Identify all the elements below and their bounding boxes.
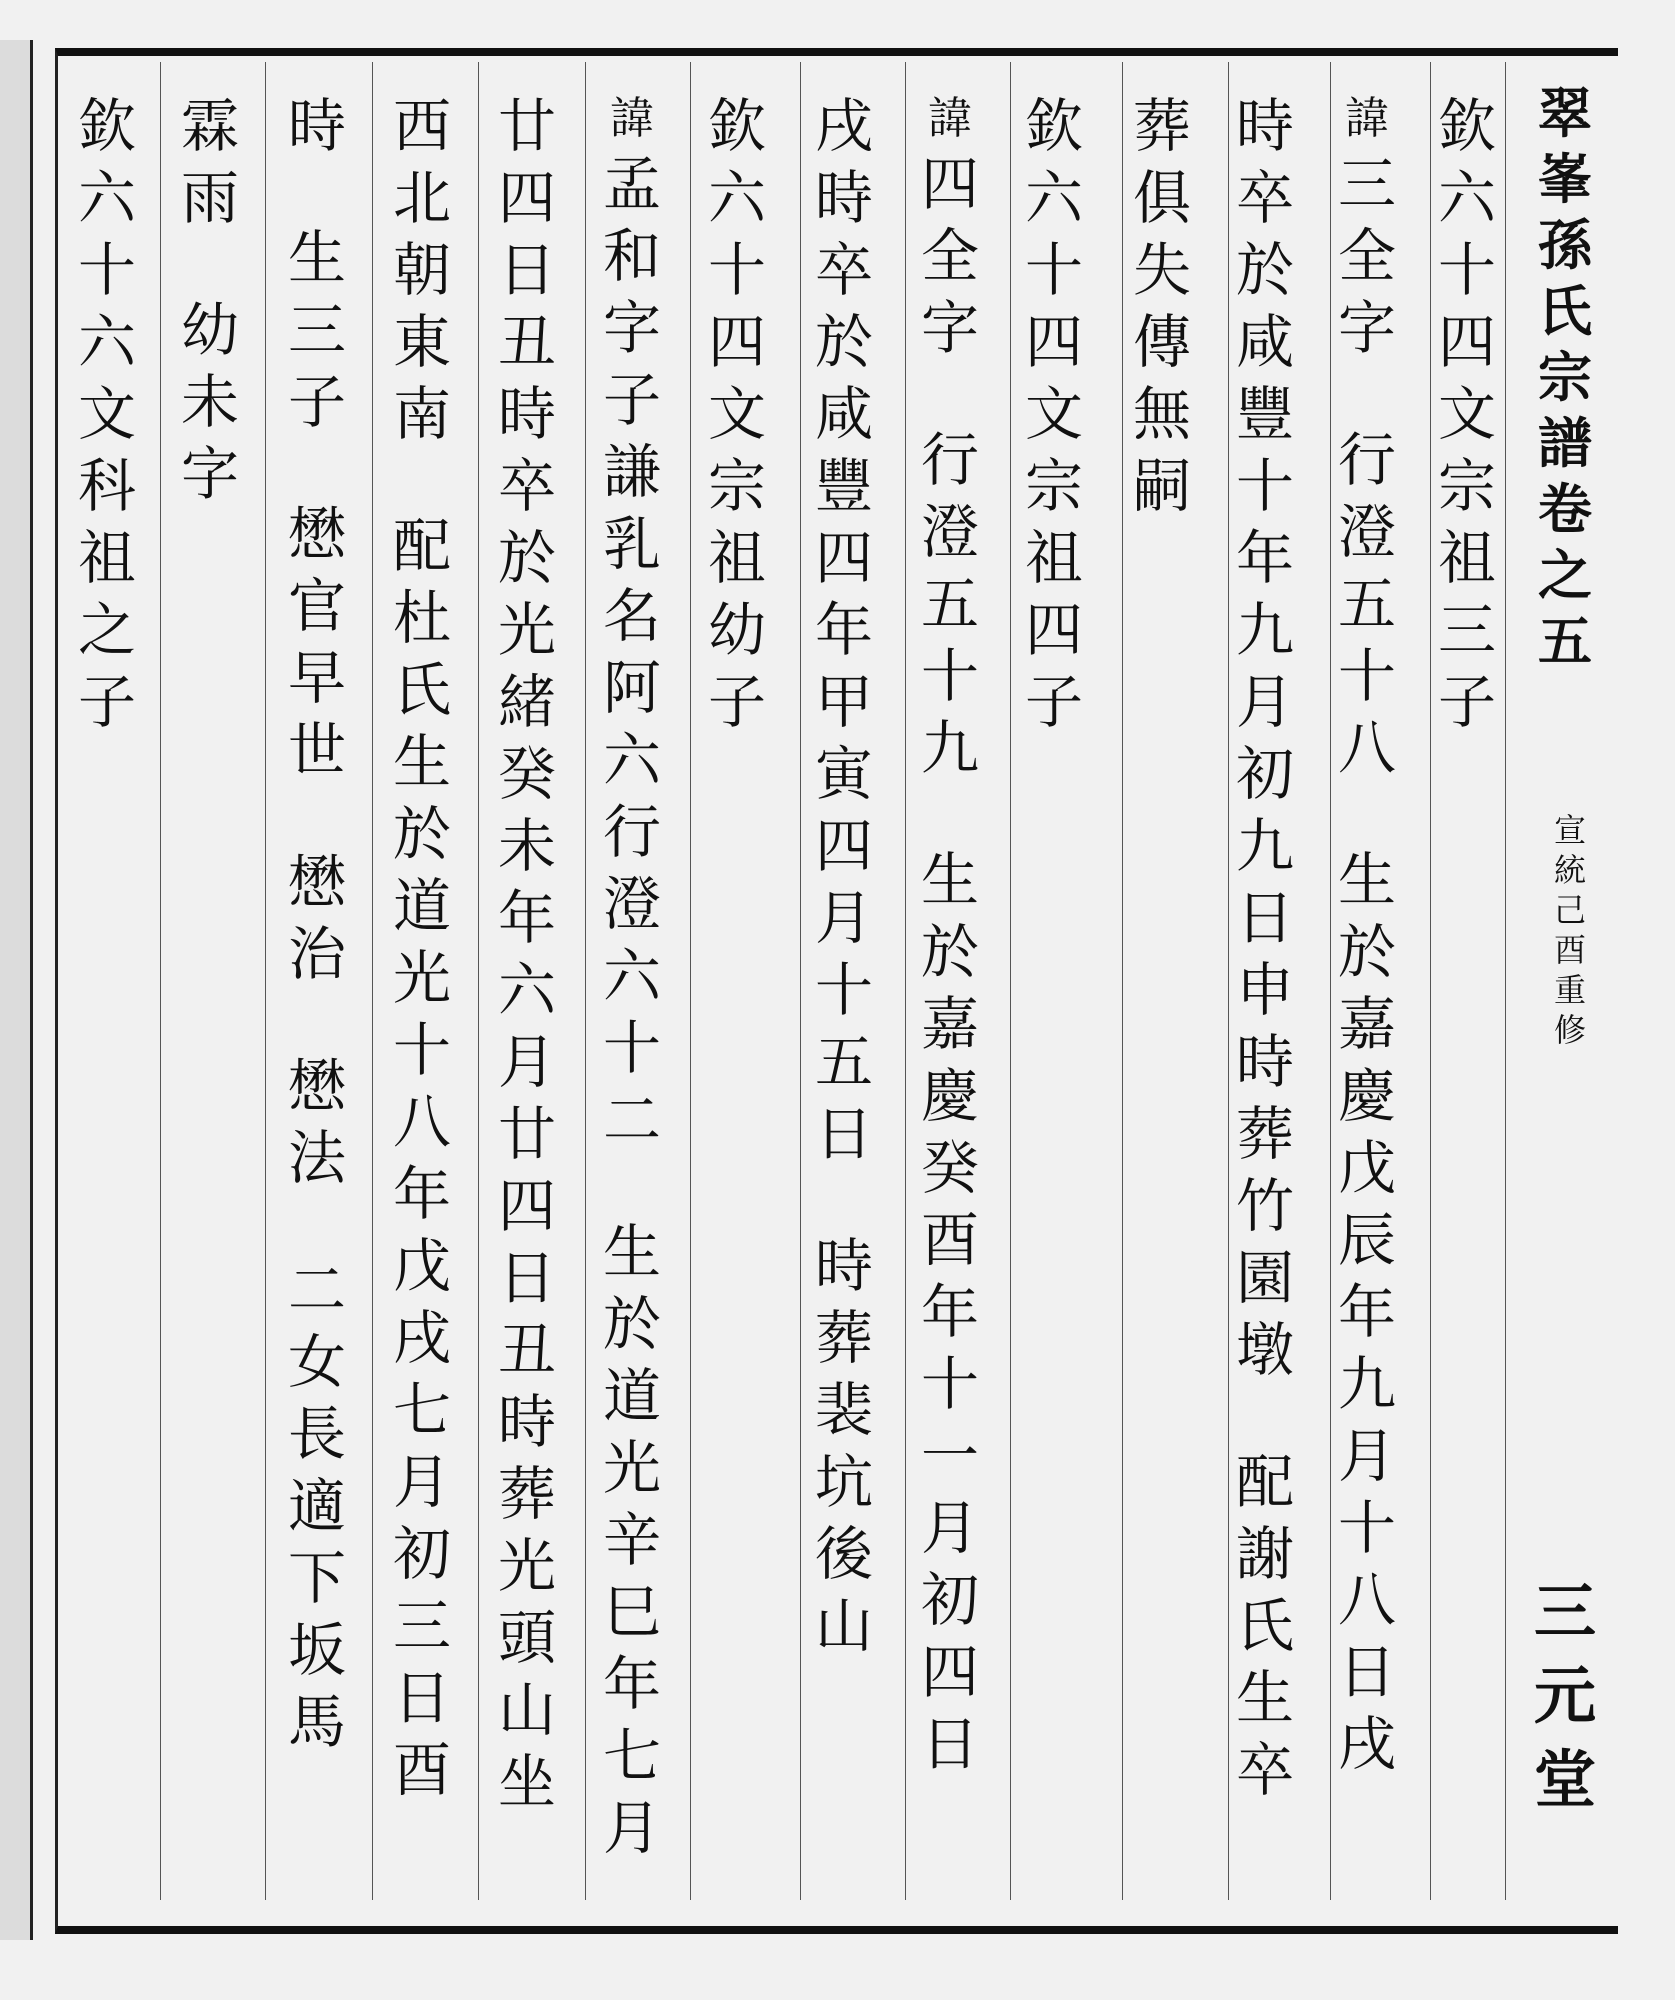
column-rule	[905, 62, 906, 1900]
glyph: 元	[1533, 1659, 1596, 1732]
column-rule	[265, 62, 266, 1900]
glyph: 咸	[1235, 308, 1294, 376]
glyph: 後	[814, 1520, 873, 1588]
glyph: 女	[287, 1328, 346, 1396]
glyph: 日	[1337, 1638, 1396, 1706]
text-column	[390, 90, 454, 1806]
text-column	[1233, 90, 1297, 1806]
glyph: 科	[77, 452, 136, 520]
glyph: 祖	[77, 524, 136, 592]
glyph: 日	[392, 1664, 451, 1732]
glyph: 北	[392, 164, 451, 232]
glyph: 酉	[1553, 931, 1586, 969]
glyph: 五	[920, 570, 979, 638]
glyph: 嘉	[1337, 990, 1396, 1058]
glyph: 文	[1024, 380, 1083, 448]
glyph: 謝	[1235, 1520, 1294, 1588]
glyph: 生	[287, 224, 346, 292]
glyph: 九	[1235, 812, 1294, 880]
glyph: 東	[392, 308, 451, 376]
glyph: 子	[602, 366, 661, 434]
glyph: 年	[1337, 1278, 1396, 1346]
glyph: 日	[497, 236, 556, 304]
glyph: 日	[1235, 884, 1294, 952]
glyph: 六	[1024, 164, 1083, 232]
glyph: 之	[77, 596, 136, 664]
glyph: 月	[1235, 668, 1294, 736]
glyph: 欽	[77, 92, 136, 160]
glyph: 失	[1132, 236, 1191, 304]
glyph: 癸	[920, 1134, 979, 1202]
glyph: 嗣	[1132, 452, 1191, 520]
glyph: 九	[1235, 596, 1294, 664]
glyph: 丑	[497, 1316, 556, 1384]
glyph: 修	[1553, 1011, 1586, 1049]
column-rule	[1505, 62, 1506, 1900]
glyph: 辰	[1337, 1206, 1396, 1274]
glyph: 七	[602, 1722, 661, 1790]
glyph: 氏	[392, 656, 451, 724]
glyph: 西	[392, 92, 451, 160]
glyph: 三	[287, 296, 346, 364]
glyph: 卒	[814, 236, 873, 304]
glyph: 酉	[920, 1206, 979, 1274]
glyph: 四	[920, 1638, 979, 1706]
glyph: 一	[920, 1422, 979, 1490]
glyph: 統	[1553, 851, 1586, 889]
previous-page-edge	[0, 40, 33, 1940]
glyph: 之	[1538, 543, 1592, 607]
glyph: 文	[1437, 380, 1496, 448]
glyph: 治	[287, 920, 346, 988]
glyph: 月	[602, 1794, 661, 1862]
glyph: 生	[920, 846, 979, 914]
glyph: 年	[602, 1650, 661, 1718]
edition-note	[1550, 810, 1590, 1050]
glyph: 六	[497, 956, 556, 1024]
glyph: 四	[707, 308, 766, 376]
text-column	[1335, 90, 1399, 1780]
column-rule	[1010, 62, 1011, 1900]
glyph: 宗	[707, 452, 766, 520]
glyph: 道	[392, 872, 451, 940]
glyph: 文	[77, 380, 136, 448]
text-column	[1022, 90, 1086, 738]
glyph: 字	[920, 294, 979, 362]
glyph: 全	[1337, 222, 1396, 290]
glyph: 和	[602, 222, 661, 290]
glyph: 未	[180, 368, 239, 436]
glyph: 懋	[287, 500, 346, 568]
glyph: 霖	[180, 92, 239, 160]
glyph: 時	[497, 380, 556, 448]
glyph: 豐	[1235, 380, 1294, 448]
glyph: 氏	[1235, 1592, 1294, 1660]
glyph: 重	[1553, 971, 1586, 1009]
glyph: 時	[287, 92, 346, 160]
text-column	[495, 90, 559, 1818]
text-column	[705, 90, 769, 738]
glyph: 十	[707, 236, 766, 304]
glyph: 法	[287, 1124, 346, 1192]
glyph: 四	[814, 524, 873, 592]
glyph: 四	[920, 150, 979, 218]
glyph: 五	[814, 1028, 873, 1096]
glyph: 早	[287, 644, 346, 712]
book-title	[1530, 80, 1600, 674]
glyph: 三	[392, 1592, 451, 1660]
glyph: 十	[77, 236, 136, 304]
glyph: 己	[1553, 891, 1586, 929]
glyph: 卷	[1538, 477, 1592, 541]
glyph: 十	[1337, 642, 1396, 710]
glyph: 於	[920, 918, 979, 986]
column-rule	[372, 62, 373, 1900]
glyph: 六	[77, 164, 136, 232]
glyph: 十	[920, 642, 979, 710]
glyph: 無	[1132, 380, 1191, 448]
glyph: 譜	[1538, 411, 1592, 475]
glyph: 年	[392, 1160, 451, 1228]
glyph: 八	[1337, 1566, 1396, 1634]
glyph: 辛	[602, 1506, 661, 1574]
glyph: 丑	[497, 308, 556, 376]
glyph: 頭	[497, 1604, 556, 1672]
glyph: 俱	[1132, 164, 1191, 232]
glyph: 阿	[602, 654, 661, 722]
glyph: 於	[497, 524, 556, 592]
glyph: 裴	[814, 1376, 873, 1444]
glyph: 卒	[1235, 1736, 1294, 1804]
glyph: 慶	[1337, 1062, 1396, 1130]
text-column	[812, 90, 876, 1662]
glyph: 巳	[602, 1578, 661, 1646]
glyph: 五	[1538, 609, 1592, 673]
glyph: 月	[1337, 1422, 1396, 1490]
glyph: 諱	[1345, 93, 1389, 144]
glyph: 傳	[1132, 308, 1191, 376]
text-column	[1130, 90, 1194, 522]
glyph: 九	[1337, 1350, 1396, 1418]
glyph: 生	[602, 1218, 661, 1286]
glyph: 十	[814, 956, 873, 1024]
glyph: 年	[1235, 524, 1294, 592]
glyph: 坂	[287, 1616, 346, 1684]
glyph: 月	[497, 1028, 556, 1096]
glyph: 祖	[707, 524, 766, 592]
glyph: 初	[392, 1520, 451, 1588]
column-rule	[1122, 62, 1123, 1900]
glyph: 葬	[1132, 92, 1191, 160]
glyph: 宗	[1437, 452, 1496, 520]
glyph: 十	[602, 1014, 661, 1082]
column-rule	[585, 62, 586, 1900]
glyph: 三	[1437, 596, 1496, 664]
glyph: 十	[1024, 236, 1083, 304]
glyph: 於	[1235, 236, 1294, 304]
glyph: 時	[814, 164, 873, 232]
glyph: 下	[287, 1544, 346, 1612]
glyph: 坑	[814, 1448, 873, 1516]
glyph: 八	[392, 1088, 451, 1156]
glyph: 十	[920, 1350, 979, 1418]
text-column	[178, 90, 242, 510]
glyph: 三	[1533, 1575, 1596, 1648]
glyph: 光	[497, 596, 556, 664]
text-column	[75, 90, 139, 738]
glyph: 澄	[602, 870, 661, 938]
glyph: 申	[1235, 956, 1294, 1024]
glyph: 十	[392, 1016, 451, 1084]
glyph: 欽	[707, 92, 766, 160]
text-column	[600, 90, 664, 1864]
glyph: 峯	[1538, 147, 1592, 211]
glyph: 於	[602, 1290, 661, 1358]
glyph: 葬	[1235, 1100, 1294, 1168]
glyph: 戌	[392, 1304, 451, 1372]
glyph: 月	[392, 1448, 451, 1516]
glyph: 乳	[602, 510, 661, 578]
glyph: 時	[1235, 92, 1294, 160]
glyph: 於	[392, 800, 451, 868]
glyph: 宗	[1538, 345, 1592, 409]
glyph: 道	[602, 1362, 661, 1430]
glyph: 於	[1337, 918, 1396, 986]
glyph: 豐	[814, 452, 873, 520]
glyph: 日	[920, 1710, 979, 1778]
glyph: 子	[1024, 668, 1083, 736]
glyph: 二	[287, 1256, 346, 1324]
glyph: 山	[497, 1676, 556, 1744]
glyph: 戌	[814, 92, 873, 160]
text-column	[285, 90, 349, 1758]
glyph: 行	[920, 426, 979, 494]
glyph: 子	[287, 368, 346, 436]
glyph: 長	[287, 1400, 346, 1468]
glyph: 字	[602, 294, 661, 362]
glyph: 廿	[497, 92, 556, 160]
glyph: 葬	[497, 1460, 556, 1528]
glyph: 名	[602, 582, 661, 650]
glyph: 澄	[1337, 498, 1396, 566]
glyph: 時	[497, 1388, 556, 1456]
glyph: 卒	[497, 452, 556, 520]
glyph: 六	[1437, 164, 1496, 232]
glyph: 七	[392, 1376, 451, 1444]
glyph: 馬	[287, 1688, 346, 1756]
text-column	[918, 90, 982, 1780]
glyph: 緒	[497, 668, 556, 736]
glyph: 生	[1235, 1664, 1294, 1732]
glyph: 癸	[497, 740, 556, 808]
glyph: 十	[1337, 1494, 1396, 1562]
glyph: 懋	[287, 848, 346, 916]
glyph: 適	[287, 1472, 346, 1540]
glyph: 九	[920, 714, 979, 782]
glyph: 時	[814, 1232, 873, 1300]
glyph: 五	[1337, 570, 1396, 638]
glyph: 子	[707, 668, 766, 736]
glyph: 世	[287, 716, 346, 784]
glyph: 年	[814, 596, 873, 664]
glyph: 八	[1337, 714, 1396, 782]
glyph: 慶	[920, 1062, 979, 1130]
glyph: 南	[392, 380, 451, 448]
glyph: 四	[497, 1172, 556, 1240]
glyph: 四	[1024, 596, 1083, 664]
glyph: 諱	[610, 93, 654, 144]
glyph: 於	[814, 308, 873, 376]
glyph: 四	[1024, 308, 1083, 376]
glyph: 文	[707, 380, 766, 448]
glyph: 澄	[920, 498, 979, 566]
glyph: 年	[497, 884, 556, 952]
glyph: 光	[392, 944, 451, 1012]
glyph: 園	[1235, 1244, 1294, 1312]
glyph: 日	[497, 1244, 556, 1312]
glyph: 字	[1337, 294, 1396, 362]
glyph: 字	[180, 440, 239, 508]
glyph: 諱	[928, 93, 972, 144]
glyph: 配	[392, 512, 451, 580]
glyph: 杜	[392, 584, 451, 652]
glyph: 孫	[1538, 213, 1592, 277]
glyph: 子	[1437, 668, 1496, 736]
glyph: 行	[602, 798, 661, 866]
glyph: 堂	[1533, 1743, 1596, 1816]
glyph: 懋	[287, 1052, 346, 1120]
glyph: 月	[814, 884, 873, 952]
glyph: 坐	[497, 1748, 556, 1816]
hall-name	[1530, 1570, 1600, 1822]
glyph: 雨	[180, 164, 239, 232]
glyph: 甲	[814, 668, 873, 736]
column-rule	[1430, 62, 1431, 1900]
glyph: 山	[814, 1592, 873, 1660]
glyph: 四	[497, 164, 556, 232]
glyph: 葬	[814, 1304, 873, 1372]
glyph: 寅	[814, 740, 873, 808]
glyph: 光	[497, 1532, 556, 1600]
glyph: 月	[920, 1494, 979, 1562]
glyph: 年	[920, 1278, 979, 1346]
glyph: 光	[602, 1434, 661, 1502]
glyph: 欽	[1437, 92, 1496, 160]
glyph: 初	[920, 1566, 979, 1634]
glyph: 子	[77, 668, 136, 736]
glyph: 翠	[1538, 81, 1592, 145]
glyph: 嘉	[920, 990, 979, 1058]
column-rule	[160, 62, 161, 1900]
glyph: 幼	[707, 596, 766, 664]
glyph: 未	[497, 812, 556, 880]
text-column	[1435, 90, 1499, 738]
column-rule	[800, 62, 801, 1900]
column-rule	[690, 62, 691, 1900]
glyph: 二	[602, 1086, 661, 1154]
column-rule	[1330, 62, 1331, 1900]
glyph: 謙	[602, 438, 661, 506]
glyph: 墩	[1235, 1316, 1294, 1384]
glyph: 六	[77, 308, 136, 376]
glyph: 祖	[1024, 524, 1083, 592]
glyph: 全	[920, 222, 979, 290]
glyph: 時	[1235, 1028, 1294, 1096]
glyph: 孟	[602, 150, 661, 218]
glyph: 戌	[1337, 1710, 1396, 1778]
glyph: 初	[1235, 740, 1294, 808]
glyph: 六	[602, 942, 661, 1010]
glyph: 氏	[1538, 279, 1592, 343]
glyph: 咸	[814, 380, 873, 448]
glyph: 十	[1235, 452, 1294, 520]
glyph: 配	[1235, 1448, 1294, 1516]
glyph: 宣	[1553, 811, 1586, 849]
glyph: 朝	[392, 236, 451, 304]
glyph: 六	[602, 726, 661, 794]
glyph: 宗	[1024, 452, 1083, 520]
column-rule	[478, 62, 479, 1900]
glyph: 生	[392, 728, 451, 796]
glyph: 行	[1337, 426, 1396, 494]
glyph: 三	[1337, 150, 1396, 218]
glyph: 幼	[180, 296, 239, 364]
column-rule	[1228, 62, 1229, 1900]
glyph: 廿	[497, 1100, 556, 1168]
glyph: 官	[287, 572, 346, 640]
glyph: 四	[1437, 308, 1496, 376]
glyph: 日	[814, 1100, 873, 1168]
glyph: 卒	[1235, 164, 1294, 232]
glyph: 六	[707, 164, 766, 232]
glyph: 生	[1337, 846, 1396, 914]
glyph: 祖	[1437, 524, 1496, 592]
glyph: 欽	[1024, 92, 1083, 160]
glyph: 戊	[1337, 1134, 1396, 1202]
glyph: 戊	[392, 1232, 451, 1300]
glyph: 酉	[392, 1736, 451, 1804]
glyph: 竹	[1235, 1172, 1294, 1240]
glyph: 四	[814, 812, 873, 880]
glyph: 十	[1437, 236, 1496, 304]
